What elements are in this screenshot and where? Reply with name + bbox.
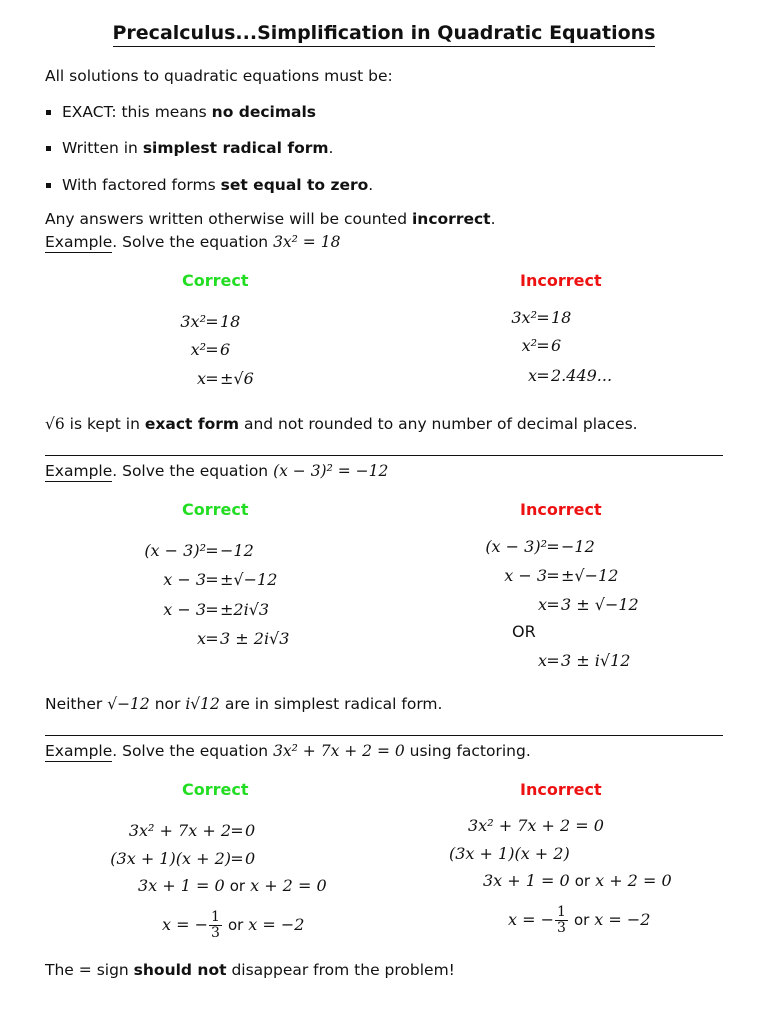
example1-heading: Example. Solve the equation 3x² = 18 [45,233,341,251]
fraction: $\frac{1}{3}$ [211,909,220,941]
divider-2 [45,735,723,736]
example3-heading: Example. Solve the equation 3x² + 7x + 2 = 0 using factoring. [45,742,531,760]
example1-incorrect-label: Incorrect [520,271,602,290]
example1-note: √6 is kept in exact form and not rounded to any number of decimal places. [45,415,638,433]
divider-1 [45,455,723,456]
ex2-or-label: OR [512,622,536,641]
page-title: Precalculus...Simplification in Quadratic Equations [0,22,768,44]
example1-correct-label: Correct [182,271,249,290]
fraction: $\frac{1}{3}$ [557,904,566,936]
example3-incorrect-label: Incorrect [520,780,602,799]
example2-incorrect-label: Incorrect [520,500,602,519]
example3-correct-label: Correct [182,780,249,799]
example2-heading: Example. Solve the equation (x − 3)² = −12 [45,462,389,480]
ex3-correct-step-3: 3x + 1 = 0 or x + 2 = 0 [138,876,327,895]
warning-text: Any answers written otherwise will be counted incorrect. [45,210,496,228]
example2-note: Neither √−12 nor i√12 are in simplest radical form. [45,695,443,713]
ex3-incorrect-step-1: 3x² + 7x + 2 = 0 [468,816,604,835]
ex3-correct-step-4: x = − $\frac{1}{3}$ or x = −2 [162,909,305,941]
ex3-incorrect-step-3: 3x + 1 = 0 or x + 2 = 0 [483,871,672,890]
intro-text: All solutions to quadratic equations must be: [45,67,393,85]
example3-note: The = sign should not disappear from the problem! [45,961,455,979]
bullet-factored: With factored forms set equal to zero. [62,176,374,194]
bullet-exact: EXACT: this means no decimals [62,103,316,121]
ex3-incorrect-step-4: x = − $\frac{1}{3}$ or x = −2 [508,904,651,936]
bullet-radical: Written in simplest radical form. [62,139,334,157]
ex3-incorrect-step-2: (3x + 1)(x + 2) [449,844,570,863]
example2-correct-label: Correct [182,500,249,519]
